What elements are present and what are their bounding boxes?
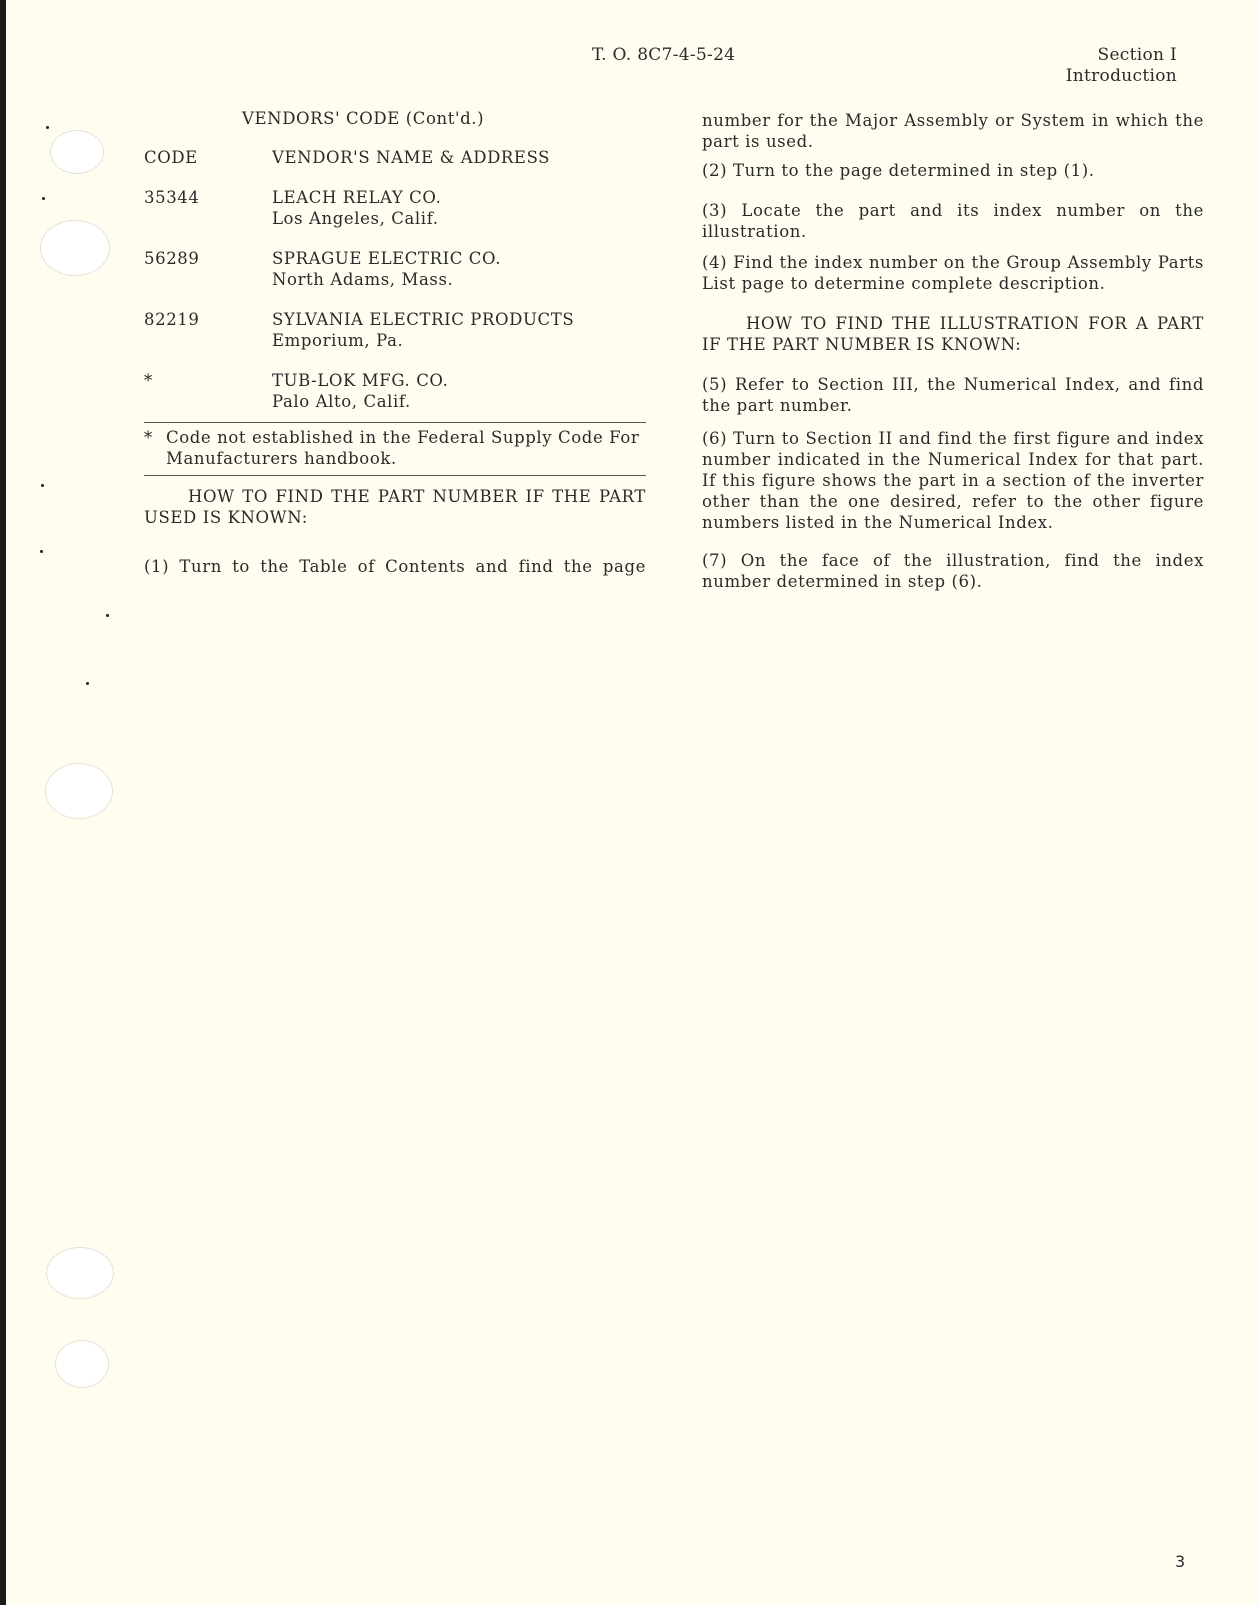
vendors-header-row: [144, 147, 646, 168]
vendor-code: 56289: [144, 249, 200, 268]
col-name-header: VENDOR'S NAME & ADDRESS: [272, 148, 551, 167]
step-6: (6) Turn to Section II and find the first figure and index number indicated in the Numerical Index for that part. If this figure shows the part in a section of the inverter other than the one desired, refer to the other figure numbers listed in the Numerical Index.: [702, 429, 1204, 532]
speck: [41, 484, 44, 487]
section-title: Introduction: [1065, 66, 1177, 86]
vendor-address: North Adams, Mass.: [272, 270, 454, 289]
vendor-code: 82219: [144, 310, 200, 329]
vendor-name: SYLVANIA ELECTRIC PRODUCTS: [272, 310, 575, 329]
step-2: (2) Turn to the page determined in step (1).: [702, 161, 1095, 180]
number-known-heading: HOW TO FIND THE ILLUSTRATION FOR A PART IF THE PART NUMBER IS KNOWN:: [702, 314, 1204, 354]
page-binding-edge: [0, 0, 6, 1605]
left-column: [144, 108, 646, 577]
vendor-row: [144, 370, 646, 412]
speck: [106, 614, 109, 617]
part-known-heading: HOW TO FIND THE PART NUMBER IF THE PART USED IS KNOWN:: [144, 487, 646, 527]
speck: [86, 682, 89, 685]
vendor-name: TUB-LOK MFG. CO.: [272, 371, 449, 390]
footnote-marker: *: [144, 428, 153, 447]
punch-hole: [50, 130, 104, 174]
speck: [46, 126, 49, 129]
vendors-footnote: [144, 423, 646, 475]
col-code-header: CODE: [144, 148, 198, 167]
vendor-name: SPRAGUE ELECTRIC CO.: [272, 249, 502, 268]
vendor-code: *: [144, 371, 153, 390]
to-number: T. O. 8C7-4-5-24: [592, 45, 736, 65]
speck: [40, 550, 43, 553]
footnote-text: Code not established in the Federal Supply Code For Manufacturers handbook.: [166, 428, 640, 468]
vendor-row: [144, 309, 646, 351]
step-4: (4) Find the index number on the Group Assembly Parts List page to determine complete description.: [702, 253, 1204, 293]
vendor-address: Palo Alto, Calif.: [272, 392, 411, 411]
vendors-title: VENDORS' CODE (Cont'd.): [242, 109, 485, 128]
step-5: (5) Refer to Section III, the Numerical Index, and find the part number.: [702, 375, 1204, 415]
vendor-address: Los Angeles, Calif.: [272, 209, 439, 228]
step-1-continued: number for the Major Assembly or System in which the part is used.: [702, 111, 1204, 151]
vendor-row: [144, 248, 646, 290]
speck: [42, 197, 45, 200]
step-7: (7) On the face of the illustration, find the index number determined in step (6).: [702, 551, 1204, 591]
right-column: [702, 110, 1204, 592]
section-label: Section I: [1097, 45, 1177, 65]
vendor-code: 35344: [144, 188, 200, 207]
divider: [144, 475, 646, 476]
punch-hole: [46, 1247, 114, 1299]
vendor-address: Emporium, Pa.: [272, 331, 404, 350]
step-3: (3) Locate the part and its index number on the illustration.: [702, 201, 1204, 241]
punch-hole: [40, 220, 110, 276]
page-number: 3: [1175, 1552, 1186, 1571]
step-1-start: (1) Turn to the Table of Contents and find the page: [144, 557, 646, 576]
vendor-row: [144, 187, 646, 229]
vendor-name: LEACH RELAY CO.: [272, 188, 442, 207]
punch-hole: [55, 1340, 109, 1388]
punch-hole: [45, 763, 113, 819]
